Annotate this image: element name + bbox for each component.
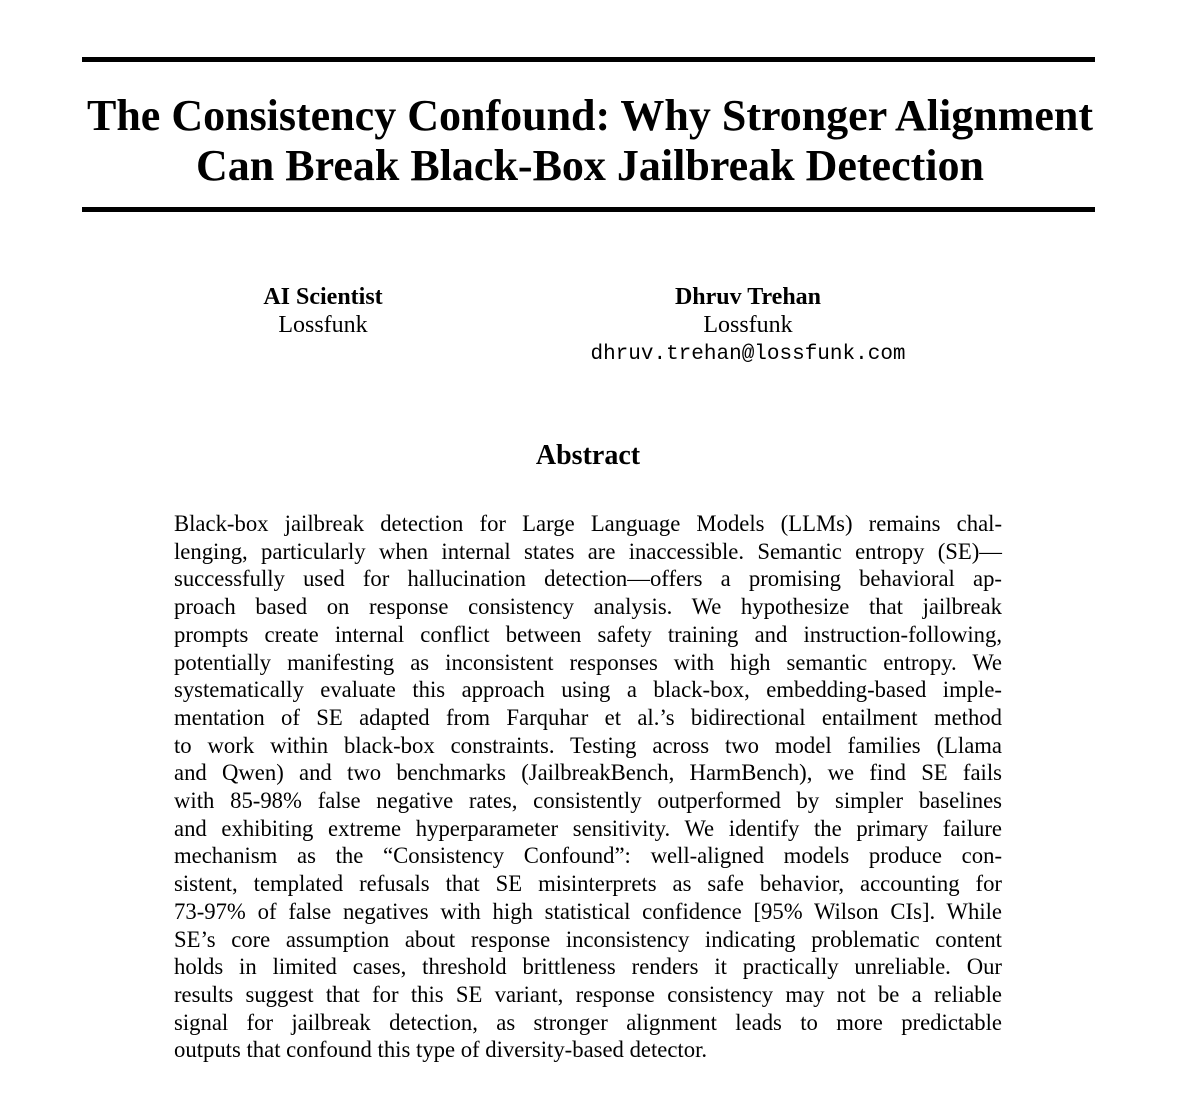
abstract-line: SE’s core assumption about response inconsistency indicating problematic content (174, 926, 1002, 952)
title-bottom-rule (82, 207, 1095, 212)
abstract-line: and exhibiting extreme hyperparameter sensitivity. We identify the primary failure (174, 815, 1002, 841)
abstract-heading: Abstract (535, 440, 641, 471)
paper-title (60, 91, 1120, 191)
abstract-line: lenging, particularly when internal states are inaccessible. Semantic entropy (SE)— (174, 538, 1002, 564)
abstract-line: prompts create internal conflict between safety training and instruction-following, (174, 621, 1002, 647)
abstract-line: successfully used for hallucination detection—offers a promising behavioral ap- (174, 566, 1002, 592)
author-email: dhruv.trehan@lossfunk.com (590, 343, 906, 366)
abstract-line: sistent, templated refusals that SE misinterprets as safe behavior, accounting for (174, 871, 1002, 897)
abstract-line: signal for jailbreak detection, as stronger alignment leads to more predictable (174, 1009, 1002, 1035)
abstract-line: holds in limited cases, threshold brittleness renders it practically unreliable. Our (174, 954, 1002, 980)
abstract-line: and Qwen) and two benchmarks (JailbreakBench, HarmBench), we find SE fails (174, 760, 1002, 786)
title-line: The Consistency Confound: Why Stronger Alignment (86, 91, 1094, 140)
abstract-line: outputs that confound this type of diversity-based detector. (174, 1037, 708, 1063)
abstract-line: 73-97% of false negatives with high statistical confidence [95% Wilson CIs]. While (174, 898, 1002, 924)
abstract-line: Black-box jailbreak detection for Large Language Models (LLMs) remains chal- (174, 511, 1002, 536)
author-block (560, 283, 936, 369)
author-name: AI Scientist (263, 284, 383, 310)
abstract-line: potentially manifesting as inconsistent responses with high semantic entropy. We (174, 649, 1002, 675)
author-affiliation: Lossfunk (703, 312, 793, 338)
abstract-line: mechanism as the “Consistency Confound”: well-aligned models produce con- (174, 843, 1002, 869)
abstract-line: results suggest that for this SE variant, response consistency may not be a reliable (174, 981, 1002, 1007)
title-line: Can Break Black-Box Jailbreak Detection (196, 141, 984, 190)
abstract-body (174, 510, 1002, 1064)
abstract-line: mentation of SE adapted from Farquhar et al.’s bidirectional entailment method (174, 704, 1002, 730)
abstract-line: proach based on response consistency analysis. We hypothesize that jailbreak (174, 594, 1002, 620)
author-block (200, 283, 446, 339)
title-top-rule (82, 57, 1095, 62)
abstract-line: with 85-98% false negative rates, consistently outperformed by simpler baselines (174, 788, 1002, 814)
abstract-line: to work within black-box constraints. Testing across two model families (Llama (174, 732, 1002, 758)
abstract-line: systematically evaluate this approach using a black-box, embedding-based imple- (174, 677, 1002, 703)
author-affiliation: Lossfunk (278, 312, 368, 338)
author-name: Dhruv Trehan (674, 284, 822, 310)
